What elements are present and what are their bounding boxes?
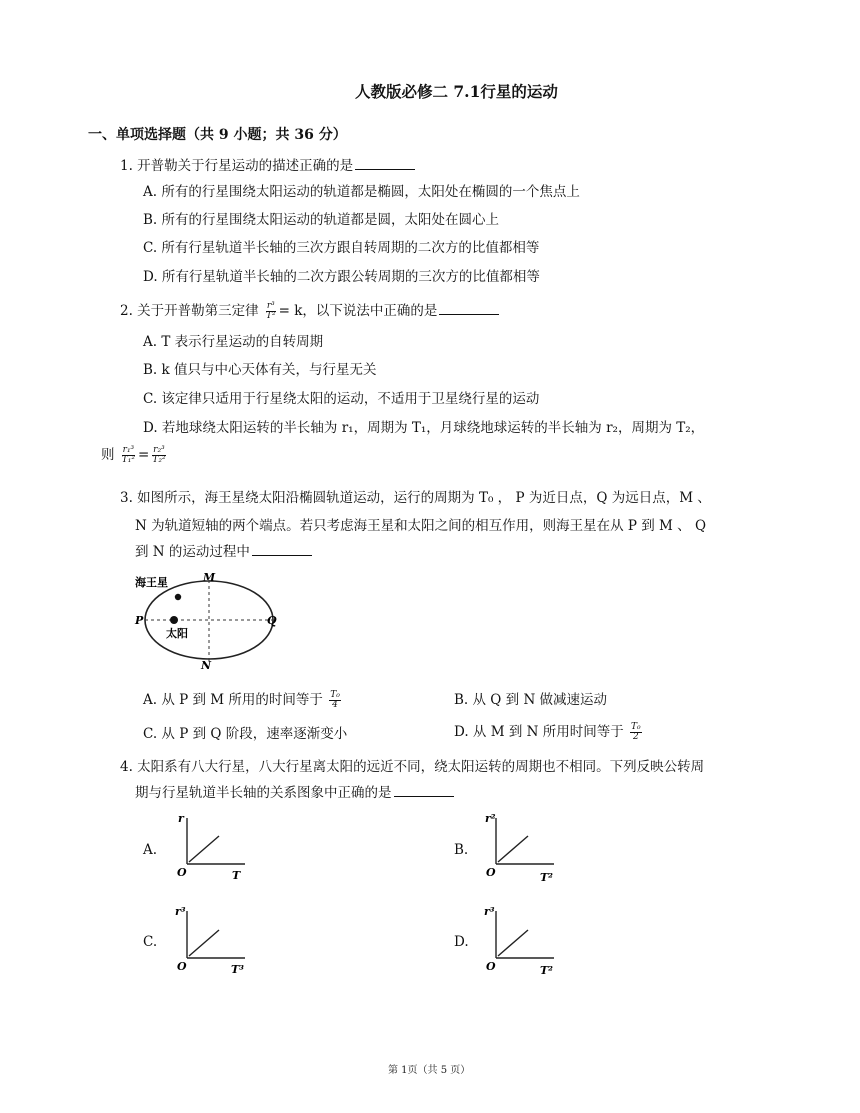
q1-option-d: D. 所有行星轨道半长轴的二次方跟公转周期的三次方的比值都相等 [143, 269, 540, 285]
q1-option-a: A. 所有的行星围绕太阳运动的轨道都是椭圆，太阳处在椭圆的一个焦点上 [143, 184, 580, 200]
svg-text:O: O [177, 866, 187, 879]
svg-text:O: O [486, 960, 496, 973]
q2-option-d: D. 若地球绕太阳运转的半长轴为 r₁，周期为 T₁，月球绕地球运转的半长轴为 r₂，周期为 T₂， [143, 420, 705, 436]
svg-text:r³: r³ [484, 905, 495, 918]
question-4-line2: 期与行星轨道半长轴的关系图象中正确的是 [135, 781, 454, 801]
question-3-line2: N 为轨道短轴的两个端点。若只考虑海王星和太阳之间的相互作用，则海王星在从 P 到 M 、 Q [135, 518, 707, 534]
q4-graph-d [484, 903, 564, 978]
svg-text:O: O [486, 866, 496, 879]
q2-stem-text: 2. 关于开普勒第三定律 [120, 303, 259, 319]
neptune-dot [175, 594, 181, 600]
sun-label: 太阳 [166, 627, 188, 640]
q4-option-b-label: B. [454, 842, 469, 858]
svg-text:r³: r³ [175, 905, 186, 918]
q4-graph-c [175, 903, 255, 978]
q1-option-b: B. 所有的行星围绕太阳运动的轨道都是圆，太阳处在圆心上 [143, 212, 500, 228]
q3-option-d: D. 从 M 到 N 所用时间等于 $\frac{\text{T₀}}{2}$ [454, 722, 641, 742]
q2-option-b: B. k 值只与中心天体有关，与行星无关 [143, 362, 377, 378]
answer-blank[interactable] [252, 543, 312, 556]
svg-text:T²: T² [540, 964, 554, 977]
question-4-line1: 4. 太阳系有八大行星，八大行星离太阳的远近不同，绕太阳运转的周期也不相同。下列反映公转周 [120, 759, 705, 775]
answer-blank[interactable] [439, 302, 499, 315]
orbit-figure [133, 566, 293, 671]
neptune-label: 海王星 [135, 576, 168, 589]
q4-option-a-label: A. [143, 842, 158, 858]
svg-text:O: O [177, 960, 187, 973]
question-3-line3: 到 N 的运动过程中 [135, 540, 312, 560]
answer-blank[interactable] [394, 784, 454, 797]
answer-blank[interactable] [355, 157, 415, 170]
q2-stem-tail: = k，以下说法中正确的是 [278, 303, 438, 319]
section-heading: 一、单项选择题（共 9 小题；共 36 分） [88, 127, 347, 143]
point-m-label: M [203, 571, 216, 584]
q3-option-b: B. 从 Q 到 N 做减速运动 [454, 692, 608, 708]
q3-option-c: C. 从 P 到 Q 阶段，速率逐渐变小 [143, 726, 348, 742]
kepler-formula: $\frac{\text{r³}}{\text{T²}}$ [265, 301, 276, 321]
svg-text:r: r [178, 812, 184, 825]
question-2-stem [120, 299, 499, 321]
q3-option-a: A. 从 P 到 M 所用的时间等于 $\frac{\text{T₀}}{4}$ [143, 690, 340, 710]
ratio-moon: $\frac{\text{r₂³}}{\text{T₂²}}$ [152, 445, 166, 465]
q1-option-c: C. 所有行星轨道半长轴的三次方跟自转周期的二次方的比值都相等 [143, 240, 540, 256]
svg-text:T³: T³ [231, 963, 245, 976]
q4-graph-b [484, 812, 564, 887]
point-q-label: Q [267, 614, 277, 627]
q4-option-c-label: C. [143, 934, 158, 950]
q4-graph-a [175, 812, 255, 887]
page-footer: 第 1页（共 5 页） [388, 1065, 471, 1076]
svg-text:T²: T² [540, 871, 554, 884]
sun-dot [170, 616, 178, 624]
question-3-line1: 3. 如图所示，海王星绕太阳沿椭圆轨道运动，运行的周期为 T₀ ， P 为近日点，Q 为远日点，M 、 [120, 490, 711, 506]
question-1-stem [120, 154, 415, 174]
page-title: 人教版必修二 7.1行星的运动 [355, 82, 558, 101]
q4-option-d-label: D. [454, 934, 469, 950]
point-p-label: P [135, 614, 144, 627]
svg-text:r²: r² [485, 812, 496, 825]
q2-option-a: A. T 表示行星运动的自转周期 [143, 334, 324, 350]
svg-text:T: T [232, 869, 241, 882]
q1-stem-text: 1. 开普勒关于行星运动的描述正确的是 [120, 158, 354, 174]
point-n-label: N [201, 659, 212, 671]
ratio-earth: $\frac{\text{r₁³}}{\text{T₁²}}$ [121, 445, 136, 465]
q2-option-c: C. 该定律只适用于行星绕太阳的运动，不适用于卫星绕行星的运动 [143, 391, 540, 407]
q2-option-d-cont: 则 $\frac{\text{r₁³}}{\text{T₁²}}$ = $\frac{\text{r₂³}}{\text{T₂²}}$ [101, 445, 166, 465]
